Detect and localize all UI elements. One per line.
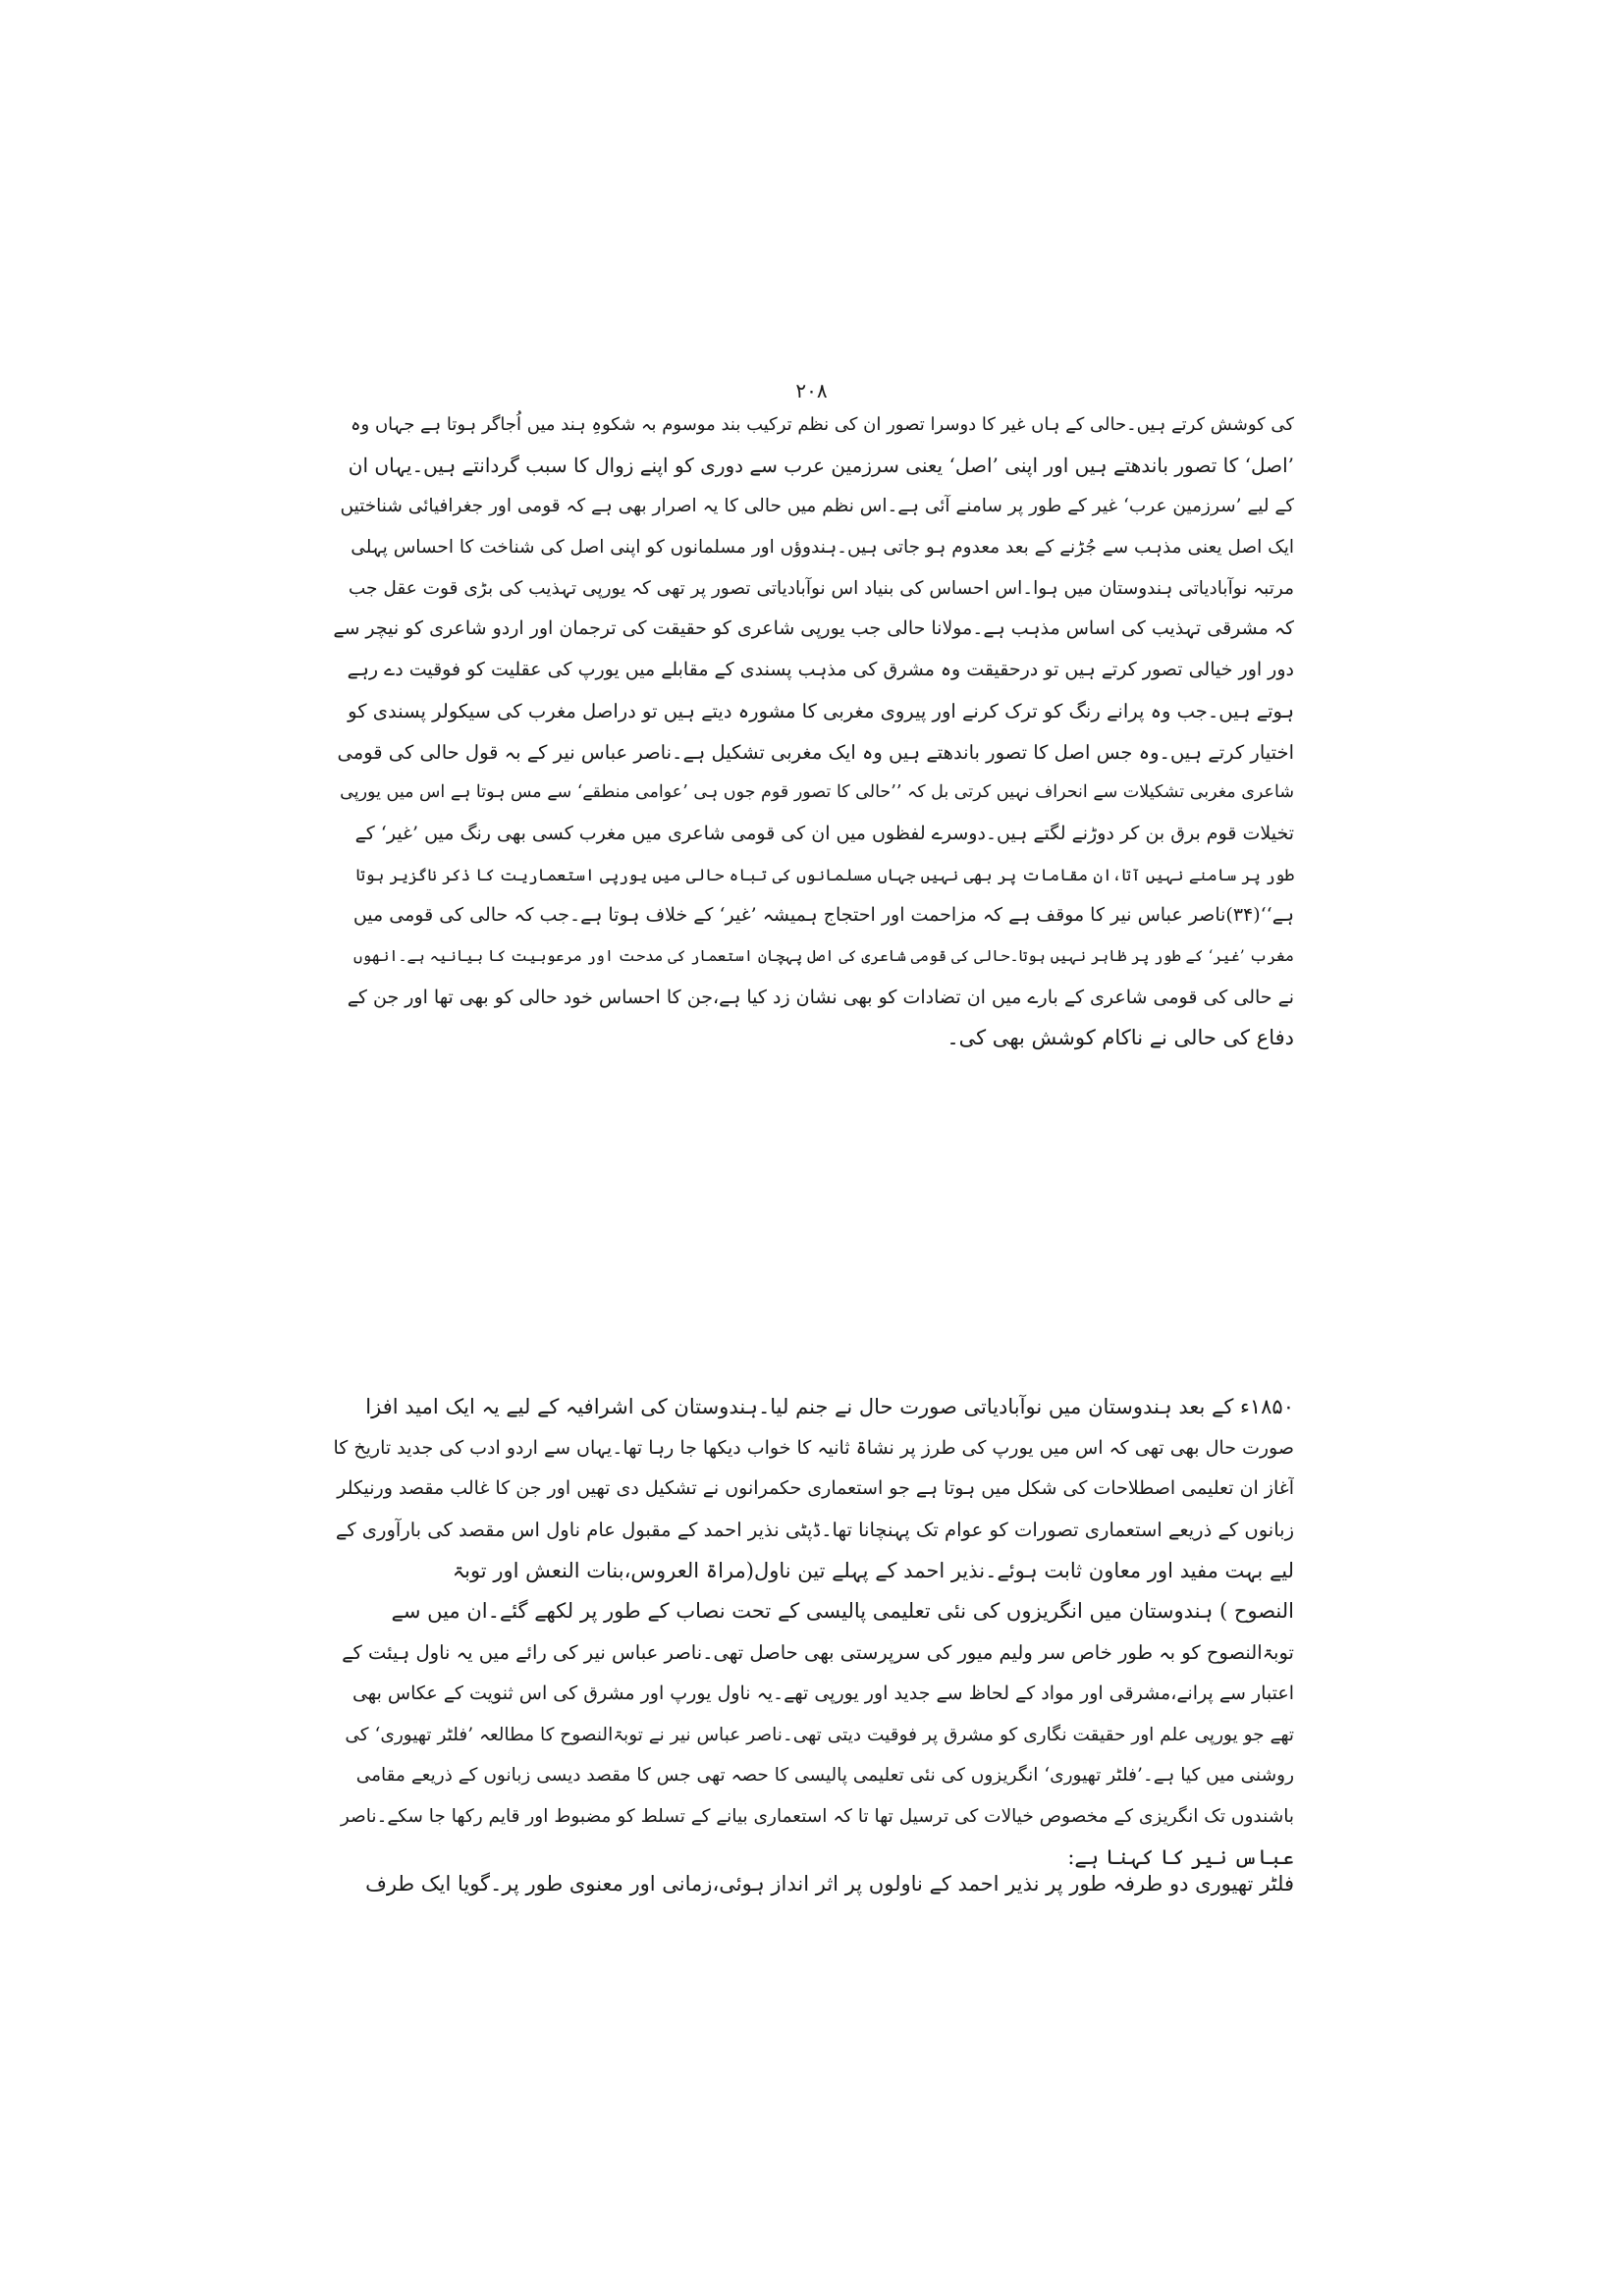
text-line: آغاز ان تعلیمی اصطلاحات کی شکل میں ہوتا ہے جو استعماری حکمرانوں نے تشکیل دی تھیں اور جن کا غالب مقصد ورنیکلر: [337, 1477, 1294, 1500]
text-line: کی کوشش کرتے ہیں۔حالی کے ہاں غیر کا دوسرا تصور ان کی نظم ترکیب بند موسوم بہ شکوہِ ہند میں اُجاگر ہوتا ہے جہاں وہ: [350, 414, 1294, 435]
text-line: دفاع کی حالی نے ناکام کوشش بھی کی۔: [947, 1026, 1294, 1050]
block-quote: [332, 1863, 1294, 1904]
text-line: شاعری مغربی تشکیلات سے انحراف نہیں کرتی بل کہ ’’حالی کا تصور قوم جوں ہی ’عوامی منطقے‘ سے مس ہوتا ہے اس میں یورپی: [340, 782, 1294, 803]
text-line: کے لیے ’سرزمین عرب‘ غیر کے طور پر سامنے آئی ہے۔اس نظم میں حالی کا یہ اصرار بھی ہے کہ قومی اور جغرافیائی شناختیں: [340, 496, 1294, 517]
text-line: طور پر سامنے نہیں آتا،ان مقامات پر بھی نہیں جہاں مسلمانوں کی تباہ حالی میں یورپی استعماریت کا ذکر ناگزیر ہوتا: [355, 865, 1294, 884]
text-line: ’اصل‘ کا تصور باندھتے ہیں اور اپنی ’اصل‘ یعنی سرزمین عرب سے دوری کو اپنے زوال کا سبب گردانتے ہیں۔یہاں ان: [348, 453, 1294, 477]
text-line: روشنی میں کیا ہے۔’فلٹر تھیوری‘ انگریزوں کی نئی تعلیمی پالیسی کا حصہ تھی جس کا مقصد دیسی زبانوں کے ذریعے مقامی: [355, 1765, 1294, 1787]
text-line: اختیار کرتے ہیں۔وہ جس اصل کا تصور باندھتے ہیں وہ ایک مغربی تشکیل ہے۔ناصر عباس نیر کے بہ قول حالی کی قومی: [337, 740, 1294, 764]
paragraph-1: [332, 404, 1294, 1059]
text-line: مغرب ’غیر‘ کے طور پر ظاہر نہیں ہوتا۔حالی کی قومی شاعری کی اصل پہچان استعمار کی مدحت اور مرعوبیت کا بیانیہ ہے۔انھوں: [353, 946, 1294, 965]
text-line: ہوتے ہیں۔جب وہ پرانے رنگ کو ترک کرنے اور پیروی مغربی کا مشورہ دیتے ہیں تو دراصل مغرب کی سیکولر پسندی کو: [348, 699, 1294, 722]
text-line: دور اور خیالی تصور کرتے ہیں تو درحقیقت وہ مشرق کی مذہب پسندی کے مقابلے میں یورپ کی عقلیت کو فوقیت دے رہے: [347, 659, 1294, 681]
text-line: ۱۸۵۰ء کے بعد ہندوستان میں نوآبادیاتی صورت حال نے جنم لیا۔ہندوستان کی اشرافیہ کے لیے یہ ایک امید افزا: [365, 1395, 1294, 1418]
text-line: نے حالی کی قومی شاعری کے بارے میں ان تضادات کو بھی نشان زد کیا ہے،جن کا احساس خود حالی کو بھی تھا اور جن کے: [347, 986, 1294, 1008]
text-line: تخیلات قوم برق بن کر دوڑنے لگتے ہیں۔دوسرے لفظوں میں ان کی قومی شاعری میں مغرب کسی بھی رنگ میں ’غیر‘ کے: [354, 822, 1294, 844]
text-line: عباس نیر کا کہنا ہے:: [1067, 1844, 1294, 1869]
text-line: صورت حال بھی تھی کہ اس میں یورپ کی طرز پر نشاۃ ثانیہ کا خواب دیکھا جا رہا تھا۔یہاں سے اردو ادب کی جدید تاریخ کا: [333, 1436, 1294, 1459]
paragraph-2: [332, 1387, 1294, 1878]
text-line: زبانوں کے ذریعے استعماری تصورات کو عوام تک پہنچانا تھا۔ڈپٹی نذیر احمد کے مقبول عام ناول اس مقصد کی بارآوری کے: [335, 1519, 1294, 1542]
page-number: ۲۰۸: [795, 379, 828, 402]
text-line: تھے جو یورپی علم اور حقیقت نگاری کو مشرق پر فوقیت دیتی تھی۔ناصر عباس نیر نے توبۃالنصوح کا مطالعہ ’فلٹر تھیوری‘ کی: [345, 1724, 1294, 1745]
text-line: باشندوں تک انگریزی کے مخصوص خیالات کی ترسیل تھا تا کہ استعماری بیانے کے تسلط کو مضبوط اور قایم رکھا جا سکے۔ناصر: [340, 1805, 1294, 1827]
text-line: النصوح ) ہندوستان میں انگریزوں کی نئی تعلیمی پالیسی کے تحت نصاب کے طور پر لکھے گئے۔ان میں سے: [391, 1599, 1294, 1624]
text-line: کہ مشرقی تہذیب کی اساس مذہب ہے۔مولانا حالی جب یورپی شاعری کو حقیقت کی ترجمان اور اردو شاعری کو نیچر سے: [333, 617, 1294, 640]
text-line: لیے بہت مفید اور معاون ثابت ہوئے۔نذیر احمد کے پہلے تین ناول(مراۃ العروس،بنات النعش اور توبۃ: [452, 1558, 1294, 1582]
text-line: ہے‘‘(۳۴)ناصر عباس نیر کا موقف ہے کہ مزاحمت اور احتجاج ہمیشہ ’غیر‘ کے خلاف ہوتا ہے۔جب کہ حالی کی قومی میں: [352, 904, 1294, 927]
text-line: اعتبار سے پرانے،مشرقی اور مواد کے لحاظ سے جدید اور یورپی تھے۔یہ ناول یورپ اور مشرق کی اس ثنویت کے عکاس بھی: [352, 1682, 1294, 1704]
text-line: ایک اصل یعنی مذہب سے جُڑنے کے بعد معدوم ہو جاتی ہیں۔ہندوؤں اور مسلمانوں کو اپنی اصل کی شناخت کا احساس پہلی: [351, 537, 1294, 559]
text-line: توبۃالنصوح کو بہ طور خاص سر ولیم میور کی سرپرستی بھی حاصل تھی۔ناصر عباس نیر کی رائے میں یہ ناول ہیئت کے: [342, 1641, 1294, 1665]
text-line: مرتبہ نوآبادیاتی ہندوستان میں ہوا۔اس احساس کی بنیاد اس نوآبادیاتی تصور پر تھی کہ یورپی تہذیب کی بڑی قوت عقل جب: [348, 577, 1294, 599]
quote-line: فلٹر تھیوری دو طرفہ طور پر نذیر احمد کے ناولوں پر اثر انداز ہوئی،زمانی اور معنوی طور پر۔گویا ایک طرف: [365, 1872, 1294, 1896]
